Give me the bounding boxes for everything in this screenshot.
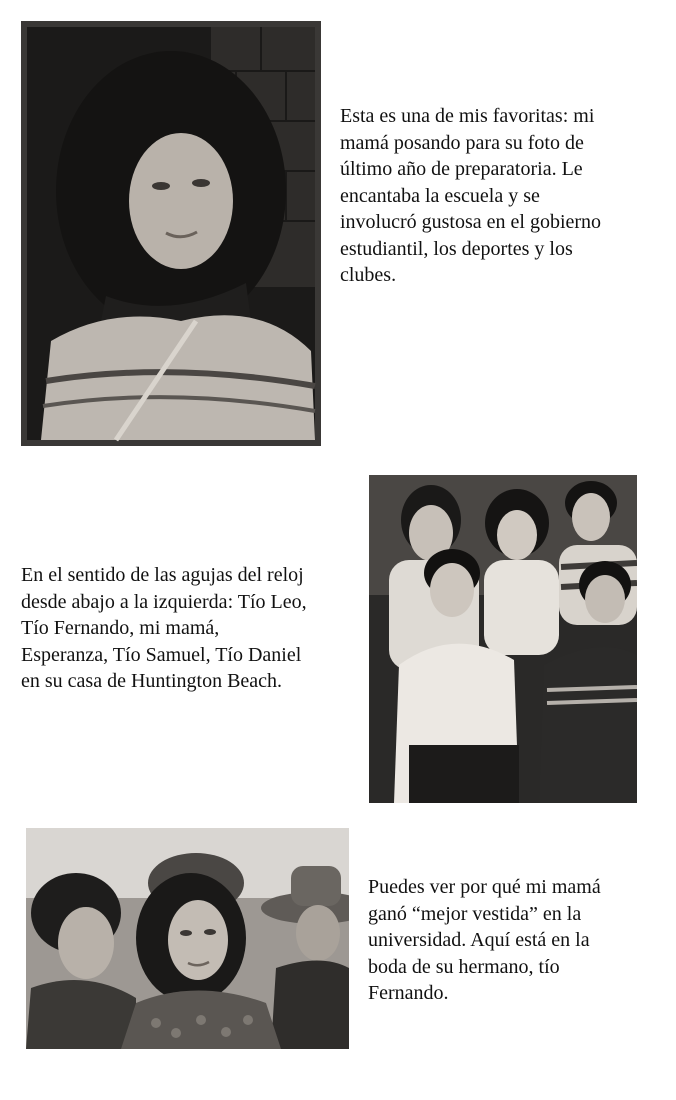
- senior-portrait-photo: [21, 21, 321, 446]
- family-group-photo: [369, 475, 637, 803]
- family-group-caption: En el sentido de las agujas del reloj desde abajo a la izquierda: Tío Leo, Tío Fernando, mi mamá, Esperanza, Tío Samuel, Tío Daniel en su casa de Huntington Beach.: [21, 564, 307, 692]
- wedding-caption: Puedes ver por qué mi mamá ganó “mejor vestida” en la universidad. Aquí está en la boda de su hermano, tío Fernando.: [368, 876, 601, 1004]
- senior-portrait-caption: Esta es una de mis favoritas: mi mamá posando para su foto de último año de preparatoria. Le encantaba la escuela y se involucró gustosa en el gobierno estudiantil, los deportes y los clubes.: [340, 105, 602, 286]
- wedding-photo: [26, 828, 349, 1049]
